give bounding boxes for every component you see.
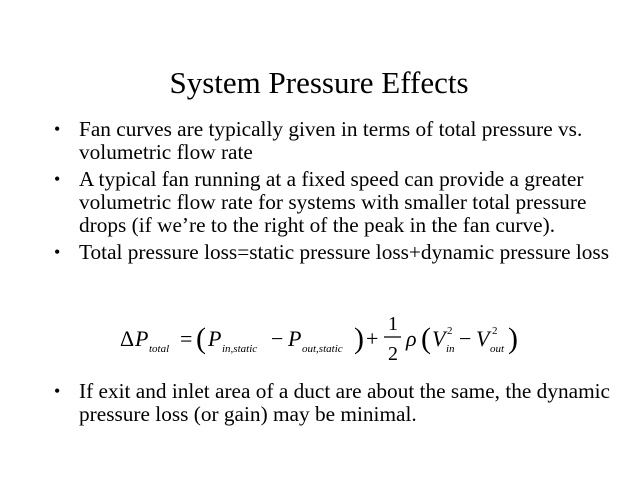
- bullet-text: If exit and inlet area of a duct are about the same, the dynamic pressure loss (or gain) may be minimal.: [79, 379, 611, 426]
- bullet-item: [52, 168, 612, 237]
- formula-v-in: V: [432, 326, 446, 351]
- formula-fraction-denominator: 2: [388, 343, 398, 365]
- formula-open-paren-2: (: [421, 322, 431, 355]
- formula-open-paren-1: (: [196, 322, 206, 355]
- bullet-dot-icon: •: [54, 242, 61, 262]
- formula-rho: ρ: [406, 326, 417, 351]
- bullet-text: Fan curves are typically given in terms of total pressure vs. volumetric flow rate: [79, 117, 583, 164]
- formula-plus: +: [366, 326, 379, 351]
- formula-v-out: V: [476, 326, 490, 351]
- formula-close-paren-1: ): [354, 322, 364, 355]
- formula-v-in-square: 2: [447, 325, 453, 337]
- bullet-item: [52, 380, 612, 426]
- formula-p-out: P: [288, 326, 302, 351]
- formula-equals: =: [180, 326, 193, 351]
- formula-svg: [110, 308, 530, 372]
- pressure-loss-formula: [110, 308, 530, 372]
- formula-fraction-numerator: 1: [388, 313, 398, 335]
- formula-p-total: P: [135, 326, 149, 351]
- formula-out-static-subscript: out,static: [302, 343, 343, 355]
- formula-in-static-subscript: in,static: [222, 343, 258, 355]
- formula-delta: Δ: [120, 326, 135, 351]
- bullet-dot-icon: •: [54, 169, 61, 189]
- slide-title: System Pressure Effects: [169, 65, 469, 100]
- formula-close-paren-2: ): [508, 322, 518, 355]
- bullet-list: [52, 118, 612, 268]
- formula-p-in: P: [208, 326, 222, 351]
- formula-minus-1: −: [271, 326, 284, 351]
- formula-out-subscript: out: [490, 343, 505, 355]
- formula-minus-2: −: [459, 326, 472, 351]
- bullet-list-last: [52, 380, 612, 430]
- bullet-item: [52, 118, 612, 164]
- formula-in-subscript: in: [446, 343, 455, 355]
- bullet-text: Total pressure loss=static pressure loss+dynamic pressure loss: [79, 240, 610, 264]
- bullet-dot-icon: •: [54, 119, 61, 139]
- bullet-dot-icon: •: [54, 381, 61, 401]
- formula-total-subscript: total: [149, 343, 170, 355]
- bullet-item: [52, 241, 612, 264]
- formula-v-out-square: 2: [492, 325, 498, 337]
- bullet-text: A typical fan running at a fixed speed can provide a greater volumetric flow rate for systems with smaller total pressure drops (if we’re to the right of the peak in the fan curve).: [79, 167, 587, 237]
